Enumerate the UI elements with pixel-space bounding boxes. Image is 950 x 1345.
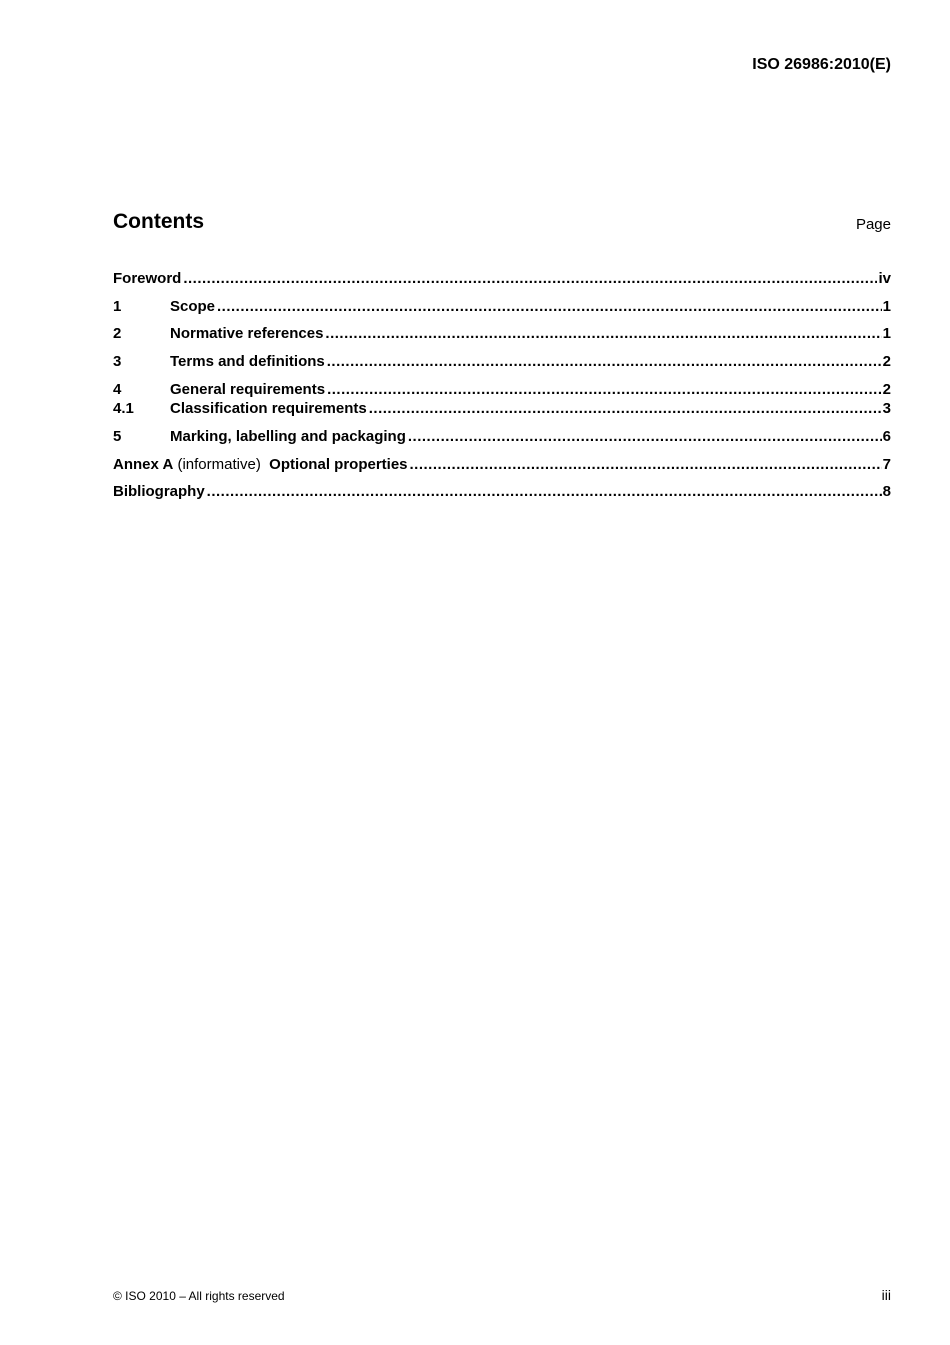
contents-header [113,210,891,238]
toc-entry-page: 1 [882,325,891,342]
toc-entry-bibliography[interactable] [113,483,891,501]
footer-page-number: iii [881,1287,891,1303]
toc-entry-page: 1 [882,298,891,315]
toc-entry-page: 2 [882,353,891,370]
toc-entry-title: Classification requirements [170,400,367,417]
toc-entry-scope[interactable] [113,298,891,316]
toc-entry-title: Foreword [113,270,182,287]
toc-leader [408,456,882,474]
toc-entry-page: 8 [882,483,891,500]
toc-entry-page: 3 [882,400,891,417]
toc-entry-title: General requirements [170,381,326,398]
toc-leader [406,428,882,446]
footer-copyright: © ISO 2010 – All rights reserved [113,1289,285,1303]
toc-leader [323,325,881,343]
toc-entry-number: 5 [113,428,122,445]
toc-entry-classification-requirements[interactable] [113,400,891,418]
toc-entry-page: 7 [882,456,891,473]
toc-entry-page: iv [878,270,891,287]
toc-entry-title: Normative references [170,325,324,342]
toc-entry-title: Scope [170,298,216,315]
toc-entry-page: 2 [882,381,891,398]
toc-entry-general-requirements[interactable] [113,381,891,399]
toc-entry-number: 4.1 [113,400,134,417]
toc-entry-title: Marking, labelling and packaging [170,428,406,445]
page-column-label: Page [855,216,891,233]
toc-entry-terms-and-definitions[interactable] [113,353,891,371]
document-id: ISO 26986:2010(E) [752,56,891,73]
toc-leader [205,483,882,501]
toc-entry-title [113,456,408,474]
toc-entry-title: Bibliography [113,483,205,500]
toc-entry-number: 3 [113,353,122,370]
toc-entry-title: Terms and definitions [170,353,325,370]
annex-label: Annex A [113,456,174,473]
toc-entry-marking-labelling-packaging[interactable] [113,428,891,446]
annex-subtitle: Optional properties [269,456,408,473]
toc-leader [325,353,882,371]
contents-title: Contents [113,210,204,233]
toc-leader [215,298,882,316]
toc-entry-page: 6 [882,428,891,445]
toc-entry-normative-references[interactable] [113,325,891,343]
toc-entry-annex-a[interactable] [113,456,891,474]
toc-entry-number: 2 [113,325,122,342]
toc-entry-number: 4 [113,381,122,398]
toc-leader [367,400,882,418]
toc-leader [181,270,877,288]
toc-entry-foreword[interactable] [113,270,891,288]
toc-leader [325,381,882,399]
toc-entry-number: 1 [113,298,122,315]
annex-note: (informative) [173,456,270,473]
